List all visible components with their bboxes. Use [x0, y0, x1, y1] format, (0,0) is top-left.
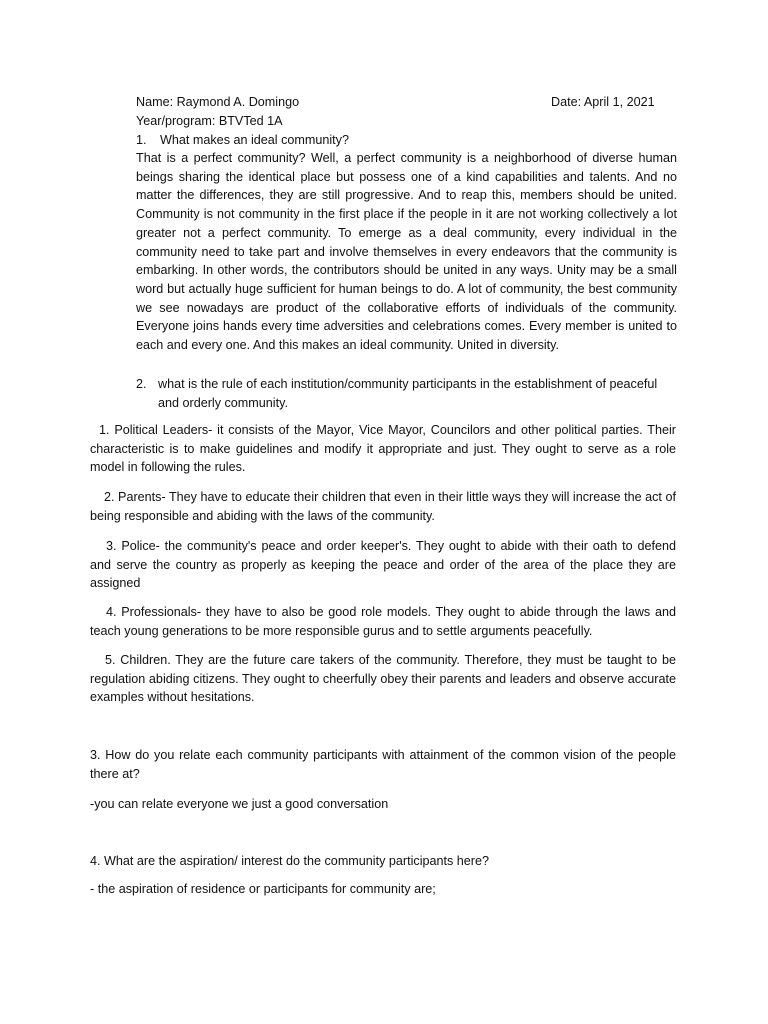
question-1-number: 1.	[136, 133, 147, 147]
question-1	[136, 131, 349, 150]
question-3: 3. How do you relate each community participants with attainment of the common vision of the people there at?	[90, 748, 676, 781]
role-parents: 2. Parents- They have to educate their children that even in their little ways they will increase the act of being responsible and abiding with the laws of the community.	[90, 490, 676, 523]
answer-3: -you can relate everyone we just a good conversation	[90, 797, 389, 811]
date-label: Date: April 1, 2021	[551, 95, 655, 109]
role-professionals: 4. Professionals- they have to also be good role models. They ought to abide through the laws and teach young generations to be more responsible gurus and to settle arguments peacefully.	[90, 605, 676, 638]
role-police: 3. Police- the community's peace and order keeper's. They ought to abide with their oath to defend and serve the country as properly as keeping the peace and order of the area of the place they are assigned	[90, 539, 676, 591]
question-2-text: what is the rule of each institution/community participants in the establishment of peaceful and orderly community.	[158, 377, 658, 410]
question-4: 4. What are the aspiration/ interest do the community participants here?	[90, 854, 490, 868]
role-political-leaders: 1. Political Leaders- it consists of the Mayor, Vice Mayor, Councilors and other political parties. Their characteristic is to make guidelines and modify it appropriate and just. They ought to serve as a role model in following the rules.	[90, 423, 676, 475]
answer-4: - the aspiration of residence or participants for community are;	[90, 882, 436, 896]
question-1-text: What makes an ideal community?	[160, 133, 349, 147]
question-2-number: 2.	[136, 377, 147, 391]
student-name: Name: Raymond A. Domingo	[136, 95, 300, 109]
year-program: Year/program: BTVTed 1A	[136, 114, 283, 128]
role-children: 5. Children. They are the future care takers of the community. Therefore, they must be taught to be regulation abiding citizens. They ought to cheerfully obey their parents and leaders and observe accurate examples without hesitations.	[90, 653, 676, 705]
answer-1: That is a perfect community? Well, a perfect community is a neighborhood of diverse human beings sharing the identical place but possess one of a kind capabilities and talents. And no matter the differences, they are still progressive. And to reap this, members should be united. Community is not community in the first place if the people in it are not working collectively a lot greater not a perfect community. To emerge as a deal community, every individual in the community need to take part and involve themselves in every endeavors that the community is embarking. In other words, the contributors should be united in any ways. Unity may be a small word but actually huge sufficient for human beings to do. A lot of community, the best community we see nowadays are product of the collaborative efforts of individuals of the community. Everyone joins hands every time adversities and celebrations comes. Every member is united to each and every one. And this makes an ideal community. United in diversity.	[136, 151, 677, 353]
question-2	[136, 375, 677, 412]
